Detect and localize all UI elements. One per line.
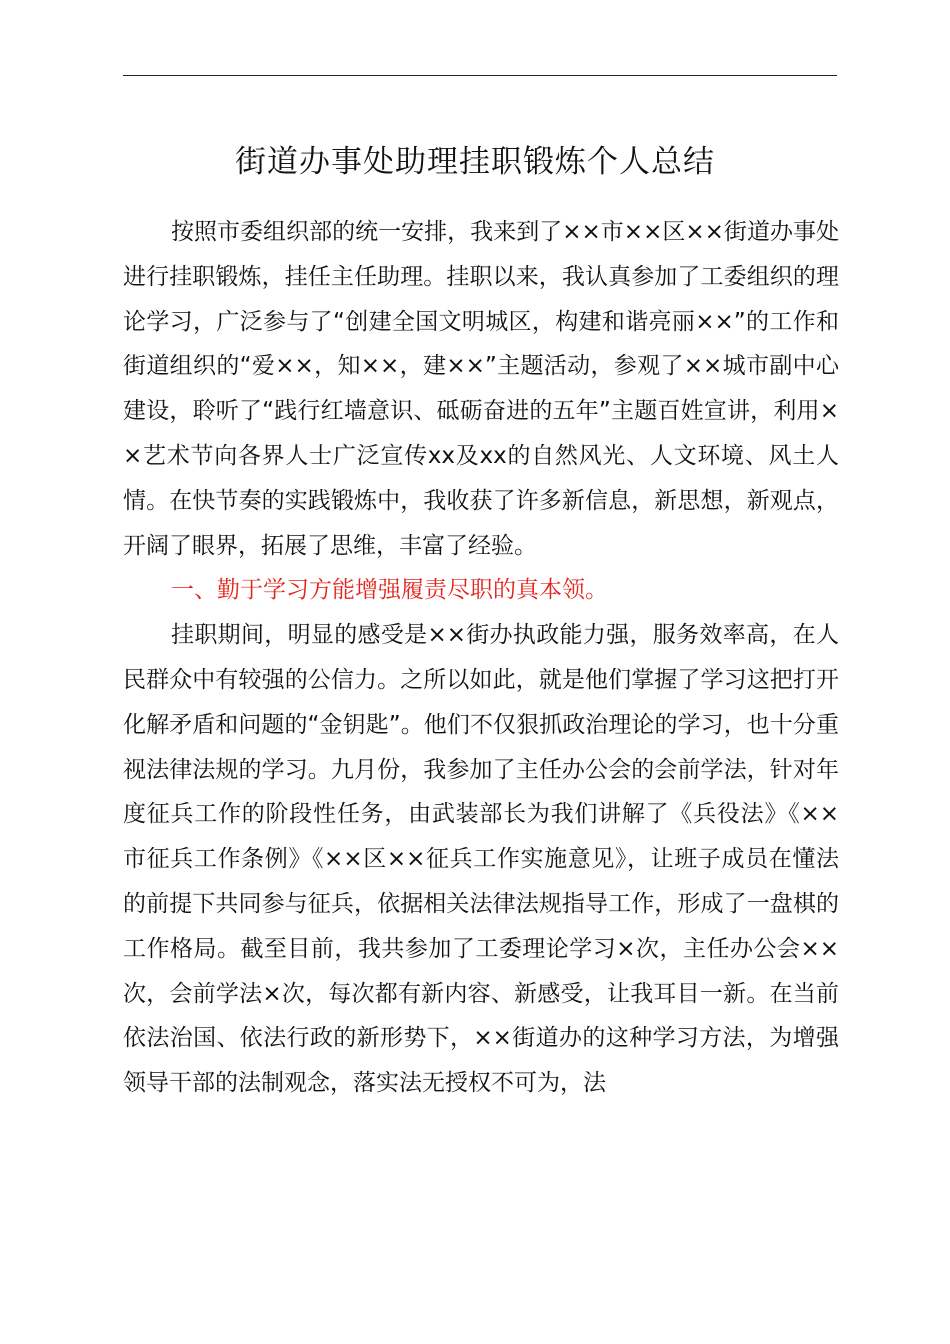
section-paragraph: 挂职期间，明显的感受是××街办执政能力强，服务效率高，在人民群众中有较强的公信力。之所以如此，就是他们掌握了学习这把打开化解矛盾和问题的“金钥匙”。他们不仅狠抓政治理论的学习，也十分重视法律法规的学习。九月份，我参加了主任办公会的会前学法，针对年度征兵工作的阶段性任务，由武装部长为我们讲解了《兵役法》《××市征兵工作条例》《××区××征兵工作实施意见》，让班子成员在懂法的前提下共同参与征兵，依据相关法律法规指导工作，形成了一盘棋的工作格局。截至目前，我共参加了工委理论学习×次，主任办公会××次，会前学法×次，每次都有新内容、新感受，让我耳目一新。在当前依法治国、依法行政的新形势下，××街道办的这种学习方法，为增强领导干部的法制观念，落实法无授权不可为，法 xyxy=(123,622,839,1097)
document-body xyxy=(123,210,839,1106)
header-rule xyxy=(123,75,837,76)
intro-paragraph: 按照市委组织部的统一安排，我来到了××市××区××街道办事处进行挂职锻炼，挂任主任助理。挂职以来，我认真参加了工委组织的理论学习，广泛参与了“创建全国文明城区，构建和谐亮丽××”的工作和街道组织的“爱××，知××，建××”主题活动，参观了××城市副中心建设，聆听了“践行红墙意识、砥砺奋进的五年”主题百姓宣讲，利用××艺术节向各界人士广泛宣传xx及xx的自然风光、人文环境、风土人情。在快节奏的实践锻炼中，我收获了许多新信息，新思想，新观点，开阔了眼界，拓展了思维，丰富了经验。 xyxy=(123,219,839,559)
document-title: 街道办事处助理挂职锻炼个人总结 xyxy=(235,144,715,180)
section-heading: 一、勤于学习方能增强履责尽职的真本领。 xyxy=(171,577,608,604)
